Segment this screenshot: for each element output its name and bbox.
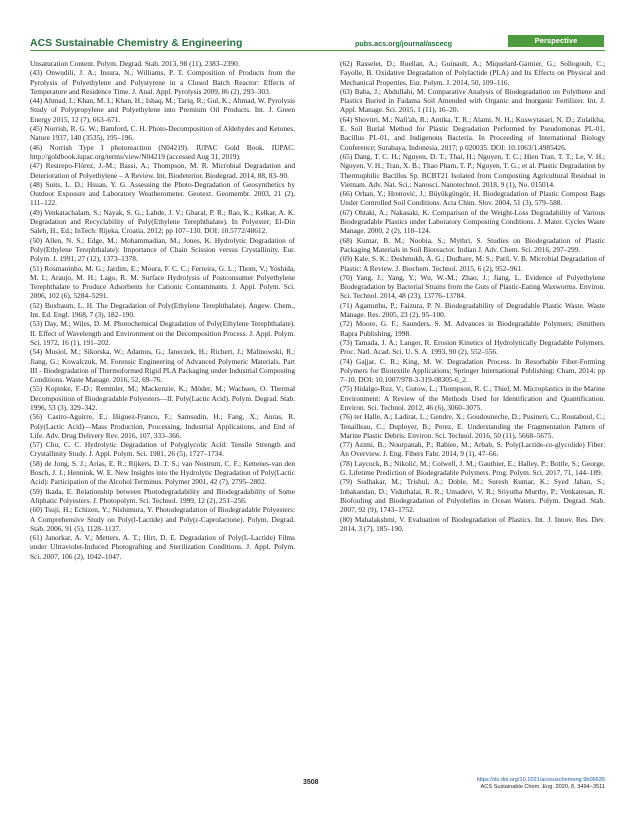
reference-item: (49) Venkatachalam, S.; Nayak, S. G.; Labde, J. V.; Gharal, P. R.; Rao, K.; Kelkar, A. K. Degradation and Recyclability of Poly(Ethylene Terephthalate). In Polyester; El-Din Saleh, H., Ed.; InTech: Rijeka, Croatia, 2012; pp 107–130. DOI: 10.5772/48612. — [30, 207, 295, 236]
reference-item: (73) Tamada, J. A.; Langer, R. Erosion Kinetics of Hydrolytically Degradable Polymers. Proc. Natl. Acad. Sci. U. S. A. 1993, 90 (2), 552–556. — [340, 337, 605, 357]
reference-item: (58) de Jong, S. J.; Arias, E. R.; Rijkers, D. T. S.; van Nostrum, C. F.; Kettenes-van den Bosch, J. J.; Hennink, W. E. New Insights into the Hydrolytic Degradation of Poly(Lactic Acid): Participation of the Alcohol Terminus. Polymer 2001, 42 (7), 2795–2802. — [30, 458, 295, 487]
journal-url[interactable]: pubs.acs.org/journal/ascecg — [355, 39, 453, 48]
reference-item: (76) ter Halle, A.; Ladirat, L.; Gendre, X.; Goudouneche, D.; Pusineri, C.; Routaboul, C.; Tenailleau, C.; Duployer, B.; Perez, E. Understanding the Fragmentation Pattern of Marine Plastic Debris. Environ. Sci. Technol. 2016, 50 (11), 5668–5675. — [340, 412, 605, 440]
reference-item: (71) Agamuthu, P.; Faizura, P. N. Biodegradability of Degradable Plastic Waste. Waste Manage. Res. 2005, 23 (2), 95–100. — [340, 300, 605, 320]
reference-item: (64) Shovitri, M.; Nafi'ah, R.; Antika, T. R.; Alami, N. H.; Kuswytasari, N. D.; Zulaikha, E. Soil Burial Method for Plastic Degradation Performed by Pseudomonas PL-01, Bacillus PL-01, and Indigenous Bacteria. In Proceeding of International Biology Conference; Surabaya, Indonesia, 2017; p 020035. DOI: 10.1063/1.4985426. — [340, 114, 605, 152]
reference-item: (59) Ikada, E. Relationship between Photodegradability and Biodegradability of Some Aliphatic Polyesters. J. Photopolym. Sci. Technol. 1999, 12 (2), 251–256. — [30, 486, 295, 505]
reference-item: (43) Onwudili, J. A.; Insura, N.; Williams, P. T. Composition of Products from the Pyrolysis of Polyethylene and Polystyrene in a Closed Batch Reactor: Effects of Temperature and Residence Time. J. Anal. Appl. Pyrolysis 2009, 86 (2), 293–303. — [30, 68, 295, 96]
footer-citation: ACS Sustainable Chem. Eng. 2020, 8, 3494−3511 — [480, 784, 605, 790]
reference-item: (46) Norrish Type I photoreaction (N04219). IUPAC Gold Book. IUPAC. http://goldbook.iupac.org/terms/view/N04219 (accessed Aug 31, 2019). — [30, 142, 295, 161]
reference-item: (67) Ohtaki, A.; Nakasaki, K. Comparison of the Weight-Loss Degradability of Various Biodegradable Plastics under Laboratory Composting Conditions. J. Mater. Cycles Waste Manage. 2000, 2 (2), 118–124. — [340, 207, 605, 236]
reference-item: (51) Rosmaninho, M. G.; Jardim, E.; Moura, F. C. C.; Ferreira, G. L.; Thom, V.; Yoshida, M. I.; Araujo, M. H.; Lago, R. M. Surface Hydrolysis of Postconsumer Polyethylene Terephthalate to Produce Adsorbents for Cationic Contaminants. J. Appl. Polym. Sci. 2006, 102 (6), 5284–5291. — [30, 263, 295, 301]
reference-item: (74) Gajjar, C. R.; King, M. W. Degradation Process. In Resorbable Fiber-Forming Polymers for Biotextile Applications; Springer International Publishing: Cham, 2014; pp 7–10. DOI: 10.1007/978-3-319-08305-6_2. — [340, 356, 605, 385]
reference-item: Unsaturation Content. Polym. Degrad. Stab. 2013, 98 (11), 2383–2390. — [30, 59, 240, 68]
reference-item: (44) Ahmad, I.; Khan, M. I.; Khan, H.; Ishaq, M.; Tariq, R.; Gul, K.; Ahmad, W. Pyrolysis Study of Polypropylene and Polyethylene into Premium Oil Products. Int. J. Green Energy 2015, 12 (7), 663–671. — [30, 96, 295, 124]
reference-item: (68) Kumar, B. M.; Noobia, S.; Mythri, S. Studies on Biodegradation of Plastic Packaging Materials in Soil Bioreactor. Indian J. Adv. Chem. Sci. 2016, 297–299. — [340, 235, 605, 254]
page-number: 3508 — [303, 779, 319, 786]
reference-item: (77) Azimi, B.; Nourpanah, P.; Rabiee, M.; Arbab, S. Poly(Lactide-co-glycolide) Fiber: An Overview. J. Eng. Fibers Fabr. 2014, 9 (1), 47–66. — [340, 440, 605, 459]
reference-item: (66) Orhan, Y.; Hrenović, J.; Büyükgüngör, H. Biodegradation of Plastic Compost Bags Under Controlled Soil Conditions. Acta Chim. Slov. 2004, 51 (3), 579–588. — [340, 189, 605, 208]
reference-item: (75) Hidalgo-Ruz, V.; Gutow, L.; Thompson, R. C.; Thiel, M. Microplastics in the Marine Environment: A Review of the Methods Used for Identification and Quantification. Environ. Sci. Technol. 2012, 46 (6), 3060–3075. — [340, 384, 605, 412]
reference-item: (45) Norrish, R. G. W.; Bamford, C. H. Photo-Decomposition of Aldehydes and Ketones. Nature 1937, 140 (3535), 195–196. — [30, 124, 295, 143]
reference-item: (54) Musiol, M.; Sikorska, W.; Adamus, G.; Janeczek, H.; Richert, J.; Malinowski, R.; Jiang, G.; Kowalczuk, M. Forensic Engineering of Advanced Polymeric Materials. Part III - Biodegradation of Thermoformed Rigid PLA Packaging under Industrial Composting Conditions. Waste Manage. 2016, 52, 69–76. — [30, 347, 296, 385]
left-column — [30, 59, 295, 561]
reference-item: (79) Sudhakar, M.; Trishul, A.; Doble, M.; Suresh Kumar, K.; Syed Jahan, S.; Inbakandan, D.; Viduthalai, R. R.; Umadevi, V. R.; Sriyutha Murthy, P.; Venkatesan, R. Biofouling and Biodegradation of Polyolefins in Ocean Waters. Polym. Degrad. Stab. 2007, 92 (9), 1743–1752. — [340, 477, 605, 515]
reference-item: (55) Kopinke, F.-D.; Remmler, M.; Mackenzie, K.; Möder, M.; Wachsen, O. Thermal Decomposition of Biodegradable Polyesters—II. Poly(Lactic Acid). Polym. Degrad. Stab. 1996, 53 (3), 329–342. — [30, 384, 295, 412]
section-badge: Perspective — [508, 35, 604, 47]
reference-item: (61) Janorkar, A. V.; Metters, A. T.; Hirt, D. E. Degradation of Poly(L-Lactide) Films under Ultraviolet-Induced Photografting and Sterilization Conditions. J. Appl. Polym. Sci. 2007, 106 (2), 1042–1047. — [30, 533, 295, 561]
reference-item: (57) Chu, C. C. Hydrolytic Degradation of Polyglycolic Acid: Tensile Strength and Crystallinity Study. J. Appl. Polym. Sci. 1981, 26 (5), 1727–1734. — [30, 440, 295, 459]
reference-item: (78) Laycock, B.; Nikolić, M.; Colwell, J. M.; Gauthier, E.; Halley, P.; Bottle, S.; George, G. Lifetime Prediction of Biodegradable Polymers. Prog. Polym. Sci. 2017, 71, 144–189. — [340, 458, 605, 478]
reference-item: (69) Kale, S. K.; Deshmukh, A. G.; Dudhare, M. S.; Patil, V. B. Microbial Degradation of Plastic: A Review. J. Biochem. Technol. 2015, 6 (2), 952–961. — [340, 254, 605, 273]
reference-item: (70) Yang, J.; Yang, Y.; Wu, W.-M.; Zhao, J.; Jiang, L. Evidence of Polyethylene Biodegradation by Bacterial Strains from the Guts of Plastic-Eating Waxworms. Environ. Sci. Technol. 2014, 48 (23), 13776–13784. — [340, 272, 605, 301]
reference-item: (52) Buxbaum, L. H. The Degradation of Poly(Ethylene Terephthalate). Angew. Chem., Int. Ed. Engl. 1968, 7 (3), 182–190. — [30, 300, 295, 320]
reference-item: (62) Rasselet, D.; Ruellan, A.; Guinault, A.; Miquelard-Garnier, G.; Sollogoub, C.; Fayolle, B. Oxidative Degradation of Polylactide (PLA) and Its Effects on Physical and Mechanical Properties. Eur. Polym. J. 2014, 50, 109–116. — [340, 59, 605, 87]
reference-item: (72) Moore, G. F.; Saunders, S. M. Advances in Biodegradable Polymers; iSmithers Rapra Publishing, 1998. — [340, 319, 605, 338]
reference-item: (53) Day, M.; Wiles, D. M. Photochemical Degradation of Poly(Ethylene Terephthalate). II. Effect of Wavelength and Environment on the Decomposition Process. J. Appl. Polym. Sci. 1972, 16 (1), 191–202. — [30, 319, 295, 347]
right-column — [340, 59, 605, 533]
journal-title: ACS Sustainable Chemistry & Engineering — [30, 37, 243, 49]
reference-item: (56) Castro-Aguirre, E.; Iñiguez-Franco, F.; Samsudin, H.; Fang, X.; Auras, R. Poly(Lactic Acid)—Mass Production, Processing, Industrial Applications, and End of Life. Adv. Drug Delivery Rev. 2016, 107, 333–366. — [30, 412, 295, 440]
reference-item: (80) Mahalakshmi, V. Evaluation of Biodegradation of Plastics. Int. J. Innov. Res. Dev. 2014, 3 (7), 185–190. — [340, 514, 605, 533]
reference-item: (47) Restrepo-Flórez, J.-M.; Bassi, A.; Thompson, M. R. Microbial Degradation and Deterioration of Polyethylene – A Review. Int. Biodeterior. Biodegrad. 2014, 88, 83–90. — [30, 161, 295, 180]
reference-item: (65) Dang, T. C. H.; Nguyen, D. T.; Thai, H.; Nguyen, T. C.; Hien Tran, T. T.; Le, V. H.; Nguyen, V. H.; Tran, X. B.; Thao Pham, T. P.; Nguyen, T. G.; et al. Plastic Degradation by Thermophilic Bacillus Sp. BCBT21 Isolated from Composting Agricultural Residual in Vietnam. Adv. Nat. Sci.: Nanosci. Nanotechnol. 2018, 9 (1), No. 015014. — [340, 151, 605, 189]
reference-item: (60) Tsuji, H.; Echizen, Y.; Nishimura, Y. Photodegradation of Biodegradable Polyesters: A Comprehensive Study on Poly(l-Lactide) and Poly(ε-Caprolactone). Polym. Degrad. Stab. 2006, 91 (5), 1128–1137. — [30, 505, 295, 533]
footer-doi-link[interactable]: https://dx.doi.org/10.1021/acssuschemeng.9b06635 — [476, 777, 605, 783]
header-rule — [30, 50, 605, 51]
reference-item: (50) Allen, N. S.; Edge, M.; Mohammadian, M.; Jones, K. Hydrolytic Degradation of Poly(Ethylene Terephthalate): Importance of Chain Scission versus Crystallinity. Eur. Polym. J. 1991, 27 (12), 1373–1378. — [30, 235, 295, 264]
reference-item: (48) Suits, L. D.; Hsuan, Y. G. Assessing the Photo-Degradation of Geosynthetics by Outdoor Exposure and Laboratory Weatherometer. Geotext. Geomembr. 2003, 21 (2), 111–122. — [30, 179, 295, 208]
reference-item: (63) Baba, J.; Abdullahi, M. Comparative Analysis of Biodegradation on Polythene and Plastics Buried in Fadama Soil Amended with Organic and Inorganic Fertilizer. Int. J. Appl. Manage. Sci. 2015, 1 (11), 16–20. — [340, 86, 605, 115]
